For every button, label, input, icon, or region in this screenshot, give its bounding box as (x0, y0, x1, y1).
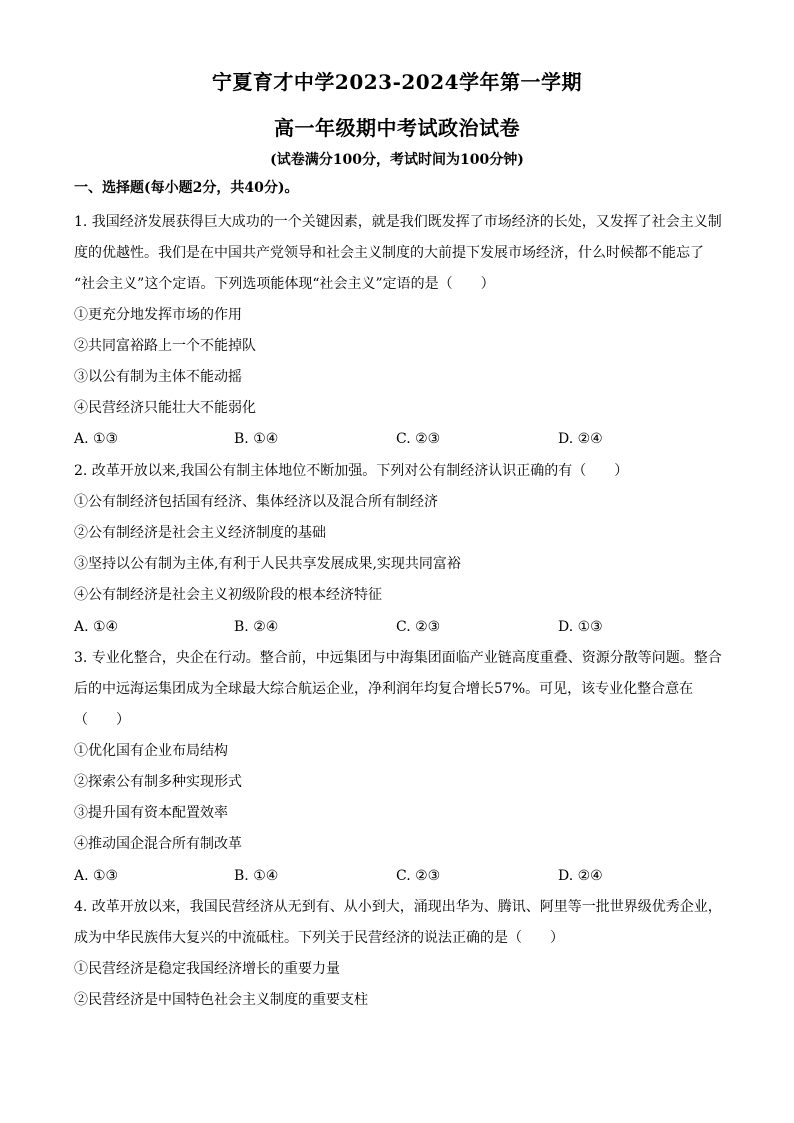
question-1-option-b: B. ①④ (234, 431, 279, 447)
question-3-option-a: A. ①③ (74, 868, 119, 884)
question-3-option-d: D. ②④ (558, 868, 603, 884)
question-3-line-1: 3. 专业化整合，央企在行动。整合前，中远集团与中海集团面临产业链高度重叠、资源分散等问题。整合 (74, 650, 722, 666)
question-1-line-1: 1. 我国经济发展获得巨大成功的一个关键因素，就是我们既发挥了市场经济的长处，又发挥了社会主义制 (74, 214, 722, 230)
question-3-option-c: C. ②③ (396, 868, 441, 884)
question-3-line-2: 后的中远海运集团成为全球最大综合航运企业，净利润年均复合增长57%。可见，该专业化整合意在 (74, 681, 694, 697)
question-2-option-d: D. ①③ (558, 619, 603, 635)
question-4-line-2: 成为中华民族伟大复兴的中流砥柱。下列关于民营经济的说法正确的是（ ） (74, 930, 564, 946)
question-1-line-2: 度的优越性。我们是在中国共产党领导和社会主义制度的大前提下发展市场经济，什么时候都不能忘了 (74, 245, 704, 261)
question-2-option-c: C. ②③ (396, 619, 441, 635)
question-1-option-a: A. ①③ (74, 431, 119, 447)
question-2-item-3: ③坚持以公有制为主体,有利于人民共享发展成果,实现共同富裕 (74, 556, 461, 572)
question-1-item-3: ③以公有制为主体不能动摇 (74, 369, 242, 385)
question-4-item-1: ①民营经济是稳定我国经济增长的重要力量 (74, 961, 340, 977)
question-3-item-4: ④推动国企混合所有制改革 (74, 836, 242, 852)
question-1-option-d: D. ②④ (558, 431, 603, 447)
question-4-item-2: ②民营经济是中国特色社会主义制度的重要支柱 (74, 992, 368, 1008)
question-1-line-3: “社会主义”这个定语。下列选项能体现“社会主义”定语的是（ ） (74, 276, 495, 292)
question-2-item-2: ②公有制经济是社会主义经济制度的基础 (74, 525, 326, 541)
question-1-item-1: ①更充分地发挥市场的作用 (74, 307, 242, 323)
question-2-item-4: ④公有制经济是社会主义初级阶段的根本经济特征 (74, 587, 382, 603)
question-1-item-2: ②共同富裕路上一个不能掉队 (74, 338, 256, 354)
question-2-item-1: ①公有制经济包括国有经济、集体经济以及混合所有制经济 (74, 494, 438, 510)
exam-note: (试卷满分100分，考试时间为100分钟) (270, 152, 524, 168)
question-3-item-1: ①优化国有企业布局结构 (74, 743, 228, 759)
exam-title: 宁夏育才中学2023-2024学年第一学期 (211, 70, 583, 94)
question-2-option-a: A. ①④ (74, 619, 119, 635)
question-3-item-2: ②探索公有制多种实现形式 (74, 774, 242, 790)
section-heading: 一、选择题(每小题2分，共40分)。 (74, 180, 299, 196)
question-3-item-3: ③提升国有资本配置效率 (74, 805, 228, 821)
question-3-option-b: B. ①④ (234, 868, 279, 884)
question-4-line-1: 4. 改革开放以来，我国民营经济从无到有、从小到大，涌现出华为、腾讯、阿里等一批世界级优秀企业， (74, 899, 722, 915)
question-3-line-3: （ ） (74, 712, 130, 728)
question-1-item-4: ④民营经济只能壮大不能弱化 (74, 400, 256, 416)
question-2-line-1: 2. 改革开放以来,我国公有制主体地位不断加强。下列对公有制经济认识正确的有（ ） (74, 463, 629, 479)
question-1-option-c: C. ②③ (396, 431, 441, 447)
question-2-option-b: B. ②④ (234, 619, 279, 635)
exam-subtitle: 高一年级期中考试政治试卷 (274, 116, 520, 140)
